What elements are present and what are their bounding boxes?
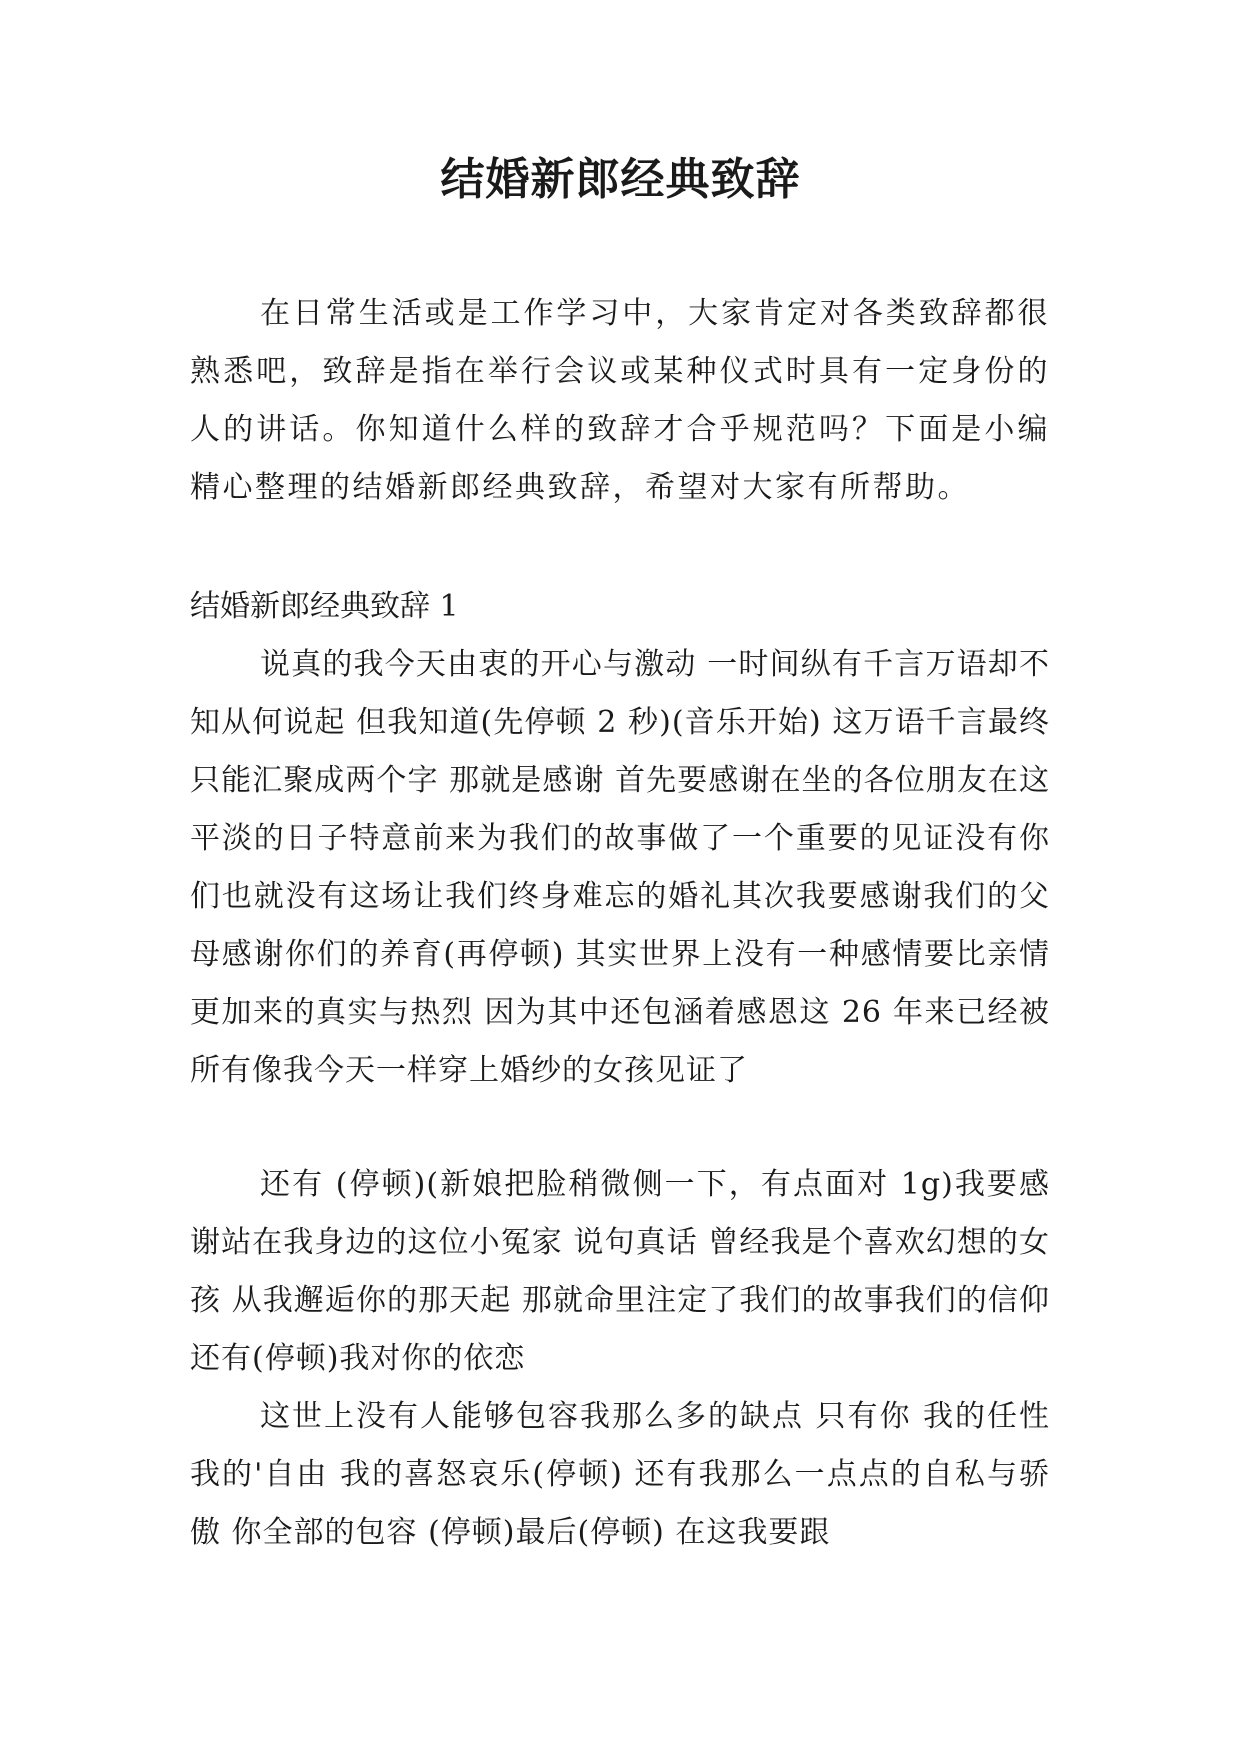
body-paragraph-1: 说真的我今天由衷的开心与激动 一时间纵有千言万语却不知从何说起 但我知道(先停顿 2 秒)(音乐开始) 这万语千言最终只能汇聚成两个字 那就是感谢 首先要感谢在坐的各位朋友在这平淡的日子特意前来为我们的故事做了一个重要的见证没有你们也就没有这场让我们终身难忘的婚礼其次我要感谢我们的父母感谢你们的养育(再停顿) 其实世界上没有一种感情要比亲情更加来的真实与热烈 因为其中还包涵着感恩这 26 年来已经被所有像我今天一样穿上婚纱的女孩见证了: [190, 647, 1050, 1088]
intro-paragraph: 在日常生活或是工作学习中，大家肯定对各类致辞都很熟悉吧，致辞是指在举行会议或某种仪式时具有一定身份的人的讲话。你知道什么样的致辞才合乎规范吗？下面是小编精心整理的结婚新郎经典致辞，希望对大家有所帮助。: [190, 296, 1050, 505]
body-paragraph-2: 还有 (停顿)(新娘把脸稍微侧一下，有点面对 1g)我要感谢站在我身边的这位小冤家 说句真话 曾经我是个喜欢幻想的女孩 从我邂逅你的那天起 那就命里注定了我们的故事我们的信仰还有(停顿)我对你的依恋: [190, 1167, 1050, 1376]
body-paragraph-3: 这世上没有人能够包容我那么多的缺点 只有你 我的任性 我的'自由 我的喜怒哀乐(停顿) 还有我那么一点点的自私与骄傲 你全部的包容 (停顿)最后(停顿) 在这我要跟: [190, 1399, 1050, 1550]
document-title: 结婚新郎经典致辞: [440, 154, 801, 205]
section-heading: 结婚新郎经典致辞 1: [190, 589, 459, 624]
